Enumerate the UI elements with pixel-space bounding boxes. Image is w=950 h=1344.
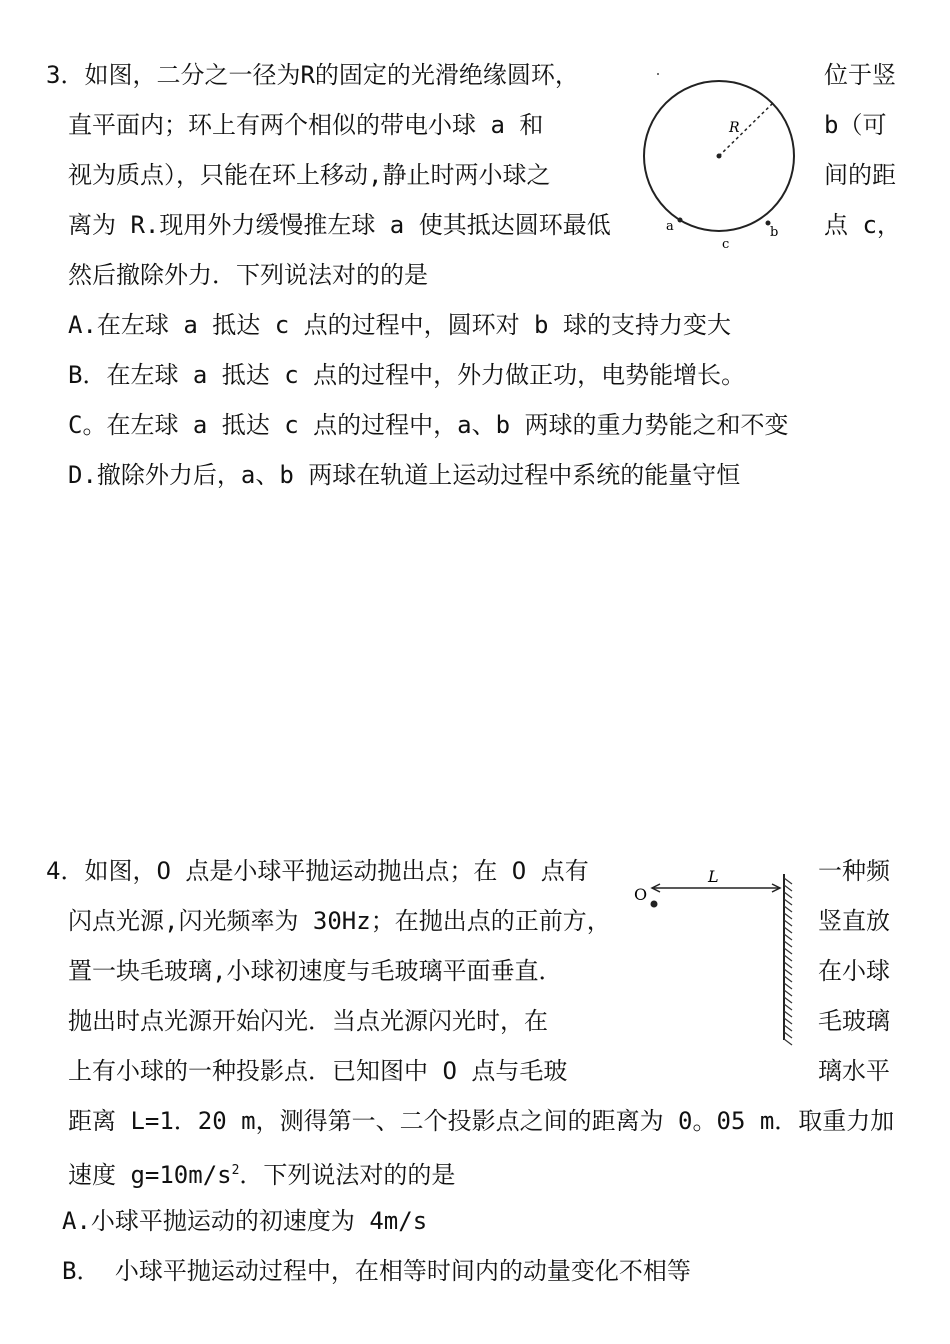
q3-line-1-right: 位于竖 bbox=[824, 61, 896, 89]
hatch-mark bbox=[784, 969, 792, 975]
hatch-mark bbox=[784, 1039, 792, 1045]
hatch-mark bbox=[784, 983, 792, 989]
radius-label: R bbox=[729, 120, 740, 136]
point-c-label: c bbox=[722, 237, 730, 252]
glass-hatching bbox=[784, 878, 792, 1045]
q3-option-b: B．在左球 a 抵达 c 点的过程中，外力做正功，电势能增长。 bbox=[68, 361, 746, 389]
hatch-mark bbox=[784, 997, 792, 1003]
q4-line-7-sup: 2 bbox=[231, 1163, 240, 1178]
ball-a-label: a bbox=[666, 219, 674, 234]
hatch-mark bbox=[784, 1032, 792, 1038]
hatch-mark bbox=[784, 899, 792, 905]
q4-line-4-right: 毛玻璃 bbox=[818, 1007, 890, 1035]
q4-line-2-right: 竖直放 bbox=[818, 907, 890, 935]
origin-o-label: O bbox=[634, 885, 648, 904]
hatch-mark bbox=[784, 990, 792, 996]
q3-option-c: C。在左球 a 抵达 c 点的过程中，a、b 两球的重力势能之和不变 bbox=[68, 411, 789, 439]
hatch-mark bbox=[784, 948, 792, 954]
distance-l-label: L bbox=[708, 867, 719, 886]
q3-line-4-left: 离为 R.现用外力缓慢推左球 a 使其抵达圆环最低 bbox=[68, 211, 611, 239]
q3-line-3-left: 视为质点），只能在环上移动,静止时两小球之 bbox=[68, 161, 551, 189]
hatch-mark bbox=[784, 1018, 792, 1024]
q4-option-b: B． 小球平抛运动过程中，在相等时间内的动量变化不相等 bbox=[62, 1257, 691, 1285]
hatch-mark bbox=[784, 927, 792, 933]
hatch-mark bbox=[784, 892, 792, 898]
q4-projection-diagram bbox=[628, 860, 808, 1050]
q4-line-7-post: ．下列说法对的的是 bbox=[239, 1161, 456, 1189]
q3-line-2-left: 直平面内；环上有两个相似的带电小球 a 和 bbox=[68, 111, 544, 139]
hatch-mark bbox=[784, 906, 792, 912]
q3-line-1-left: 3．如图，二分之一径为R的固定的光滑绝缘圆环， bbox=[46, 61, 579, 89]
q3-line-2-right: b（可 bbox=[824, 111, 887, 139]
hatch-mark bbox=[784, 955, 792, 961]
q4-line-5-left: 上有小球的一种投影点．已知图中 O 点与毛玻 bbox=[68, 1057, 568, 1085]
ball-at-o bbox=[651, 901, 658, 908]
hatch-mark bbox=[784, 1025, 792, 1031]
q4-line-7-pre: 速度 g=10m/s bbox=[68, 1161, 232, 1189]
q4-line-3-right: 在小球 bbox=[818, 957, 890, 985]
hatch-mark bbox=[784, 878, 792, 884]
q4-line-5-right: 璃水平 bbox=[818, 1057, 890, 1085]
q4-line-7 bbox=[68, 1156, 455, 1190]
hatch-mark bbox=[784, 934, 792, 940]
q4-line-1-right: 一种频 bbox=[818, 857, 890, 885]
ball-b-label: b bbox=[770, 225, 779, 240]
hatch-mark bbox=[784, 885, 792, 891]
q3-line-4-right: 点 c， bbox=[824, 211, 901, 239]
q4-line-1-left: 4．如图，O 点是小球平抛运动抛出点；在 O 点有 bbox=[46, 857, 589, 885]
q3-option-d: D.撤除外力后，a、b 两球在轨道上运动过程中系统的能量守恒 bbox=[68, 461, 741, 489]
hatch-mark bbox=[784, 1011, 792, 1017]
q4-line-3-left: 置一块毛玻璃,小球初速度与毛玻璃平面垂直． bbox=[68, 957, 563, 985]
hatch-mark bbox=[784, 1004, 792, 1010]
hatch-mark bbox=[784, 913, 792, 919]
hatch-mark bbox=[784, 962, 792, 968]
q3-ring-diagram bbox=[640, 60, 820, 260]
q4-line-2-left: 闪点光源,闪光频率为 30Hz；在抛出点的正前方， bbox=[68, 907, 611, 935]
radius-line bbox=[719, 103, 773, 156]
stray-mark bbox=[657, 73, 659, 75]
hatch-mark bbox=[784, 976, 792, 982]
hatch-mark bbox=[784, 941, 792, 947]
q3-line-5: 然后撤除外力．下列说法对的的是 bbox=[68, 261, 428, 289]
q4-option-a: A.小球平抛运动的初速度为 4m/s bbox=[62, 1207, 428, 1235]
hatch-mark bbox=[784, 920, 792, 926]
ball-a bbox=[678, 218, 683, 223]
q3-line-3-right: 间的距 bbox=[824, 161, 896, 189]
q4-line-4-left: 抛出时点光源开始闪光．当点光源闪光时，在 bbox=[68, 1007, 548, 1035]
q3-option-a: A.在左球 a 抵达 c 点的过程中，圆环对 b 球的支持力变大 bbox=[68, 311, 731, 339]
q4-line-6: 距离 L=1．20 m，测得第一、二个投影点之间的距离为 0。05 m．取重力加 bbox=[68, 1107, 895, 1135]
